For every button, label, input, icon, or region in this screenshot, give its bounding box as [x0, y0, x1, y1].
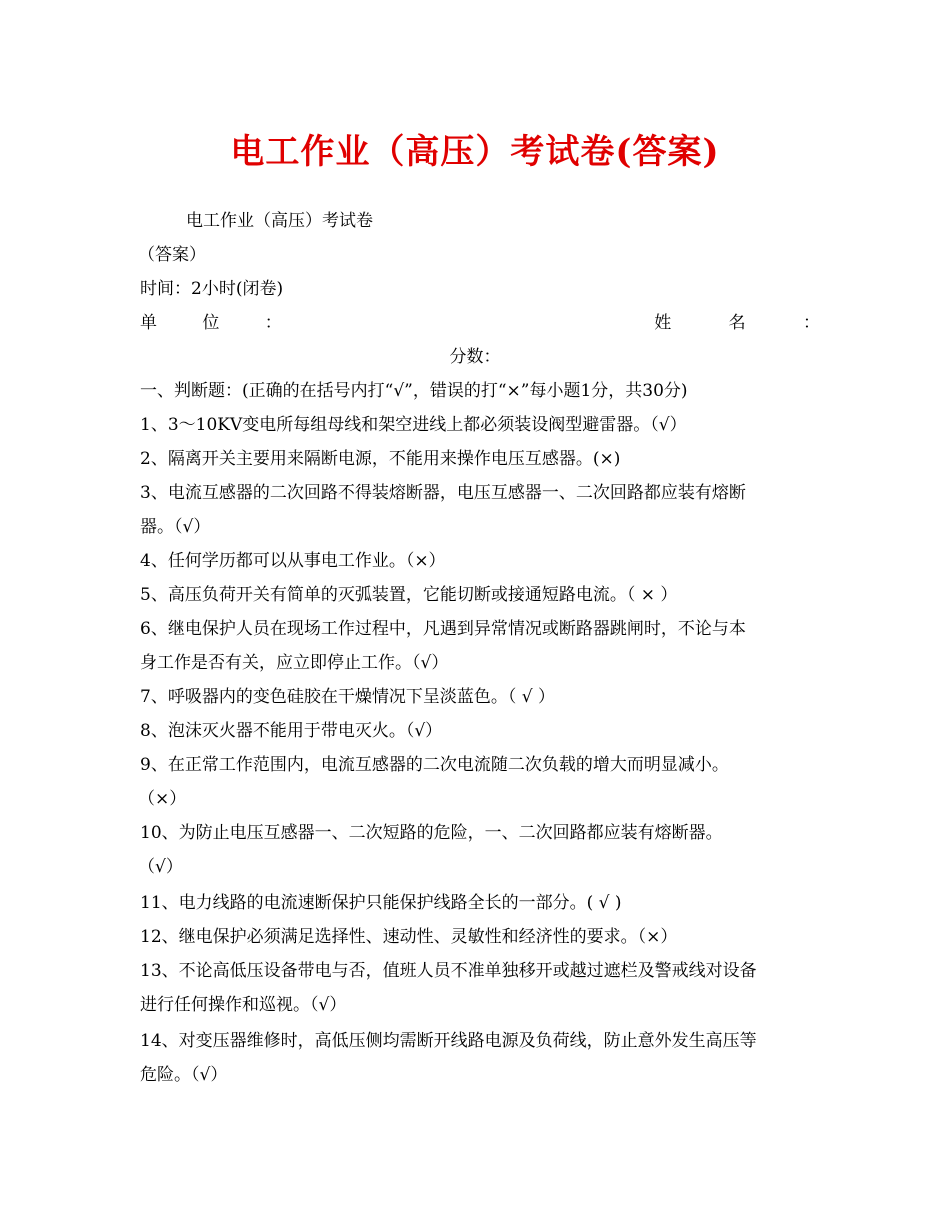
- name-label: 姓 名 ：: [654, 313, 846, 333]
- unit-name-row: [140, 312, 846, 334]
- section-heading: 一、判断题：(正确的在括号内打“√”，错误的打“×”每小题1分，共30分): [140, 381, 688, 401]
- question-line: （√）: [138, 857, 183, 877]
- subtitle: 电工作业（高压）考试卷: [186, 211, 373, 231]
- answer-label: （答案）: [138, 245, 206, 265]
- score-label: 分数：: [449, 347, 501, 367]
- question-line: 12、继电保护必须满足选择性、速动性、灵敏性和经济性的要求。（×）: [140, 927, 678, 947]
- question-line: 7、呼吸器内的变色硅胶在干燥情况下呈淡蓝色。（ √ ）: [140, 687, 555, 707]
- question-line: 身工作是否有关，应立即停止工作。（√）: [140, 653, 449, 673]
- question-line: 6、继电保护人员在现场工作过程中，凡遇到异常情况或断路器跳闸时，不论与本: [140, 619, 746, 639]
- question-line: 5、高压负荷开关有简单的灭弧装置，它能切断或接通短路电流。（ × ）: [140, 585, 678, 605]
- question-line: 3、电流互感器的二次回路不得装熔断器，电压互感器一、二次回路都应装有熔断: [140, 483, 746, 503]
- question-line: 11、电力线路的电流速断保护只能保护线路全长的一部分。( √ ): [140, 893, 622, 913]
- question-line: 14、对变压器维修时，高低压侧均需断开线路电源及负荷线，防止意外发生高压等: [140, 1031, 757, 1051]
- question-line: （×）: [138, 789, 187, 809]
- document-title: 电工作业（高压）考试卷(答案): [230, 132, 720, 172]
- unit-label: 单 位 ：: [140, 313, 302, 333]
- question-line: 器。（√）: [140, 517, 211, 537]
- time-line: 时间：2小时(闭卷): [140, 279, 284, 299]
- question-line: 进行任何操作和巡视。（√）: [140, 995, 347, 1015]
- question-line: 13、不论高低压设备带电与否，值班人员不准单独移开或越过遮栏及警戒线对设备: [140, 961, 757, 981]
- question-line: 9、在正常工作范围内，电流互感器的二次电流随二次负载的增大而明显减小。: [140, 755, 729, 775]
- question-line: 危险。（√）: [140, 1065, 228, 1085]
- question-line: 4、任何学历都可以从事电工作业。（×）: [140, 551, 446, 571]
- question-line: 8、泡沫灭火器不能用于带电灭火。（√）: [140, 721, 443, 741]
- question-line: 2、隔离开关主要用来隔断电源，不能用来操作电压互感器。(×): [140, 449, 621, 469]
- question-line: 10、为防止电压互感器一、二次短路的危险，一、二次回路都应装有熔断器。: [140, 823, 723, 843]
- question-line: 1、3～10KV变电所每组母线和架空进线上都必须装设阀型避雷器。（√）: [140, 415, 687, 435]
